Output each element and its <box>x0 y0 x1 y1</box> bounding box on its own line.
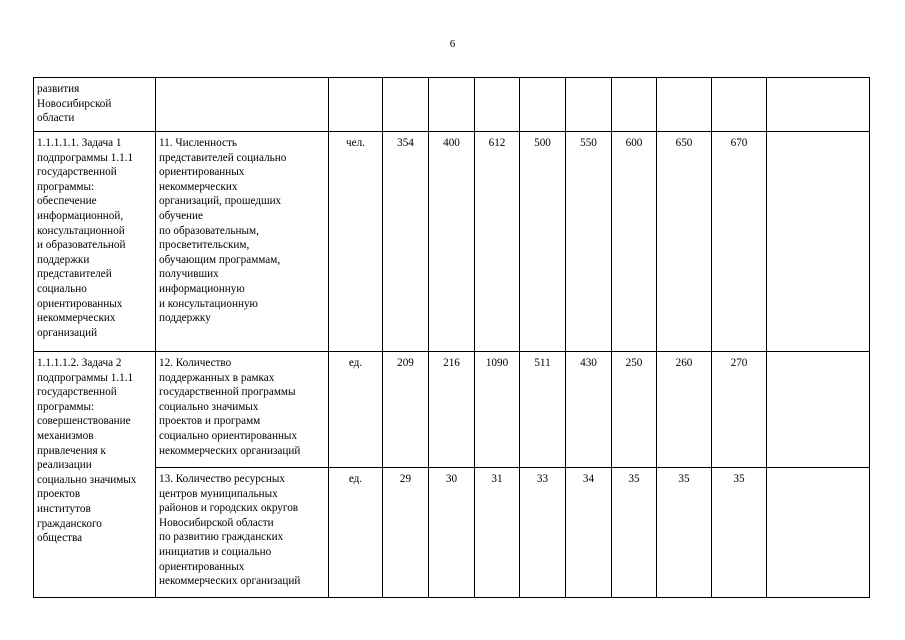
value-cell <box>475 78 520 132</box>
unit-cell <box>329 78 383 132</box>
value-cell <box>520 78 566 132</box>
value-cell: 550 <box>566 132 612 352</box>
value-cell: 650 <box>657 132 712 352</box>
indicator-cell <box>156 78 329 132</box>
value-cell <box>383 78 429 132</box>
goal-text: 1.1.1.1.2. Задача 2 подпрограммы 1.1.1 государственной программы: совершенствование механизмов привлечения к реализации социально значимых проектов институтов гражданского общества <box>37 357 137 545</box>
note-cell <box>767 468 870 598</box>
table-row <box>34 132 870 352</box>
value-cell: 34 <box>566 468 612 598</box>
page-number: 6 <box>449 38 456 50</box>
value-cell: 260 <box>657 352 712 468</box>
value-cell: 270 <box>712 352 767 468</box>
value-cell <box>566 78 612 132</box>
indicator-cell <box>156 352 329 468</box>
value-cell: 430 <box>566 352 612 468</box>
value-cell: 31 <box>475 468 520 598</box>
goal-text: развития Новосибирской области <box>37 83 112 125</box>
value-cell: 500 <box>520 132 566 352</box>
indicator-text: 11. Численность представителей социально ориентированных некоммерческих организаций, прошедших обучение по образовательным, просветительским, обучающим программам, получивших информационную и консультационную поддержку <box>159 137 287 325</box>
note-cell <box>767 78 870 132</box>
value-cell: 400 <box>429 132 475 352</box>
value-cell: 250 <box>612 352 657 468</box>
note-cell <box>767 132 870 352</box>
value-cell: 354 <box>383 132 429 352</box>
unit-cell: ед. <box>329 352 383 468</box>
value-cell: 33 <box>520 468 566 598</box>
value-cell: 30 <box>429 468 475 598</box>
goal-cell <box>34 352 156 598</box>
value-cell: 600 <box>612 132 657 352</box>
value-cell: 612 <box>475 132 520 352</box>
value-cell: 511 <box>520 352 566 468</box>
goal-text: 1.1.1.1.1. Задача 1 подпрограммы 1.1.1 государственной программы: обеспечение информационной, консультационной и образовательной поддержки представителей социально ориентированных некоммерческих организаций <box>37 137 134 339</box>
note-cell <box>767 352 870 468</box>
value-cell: 35 <box>712 468 767 598</box>
table-row <box>34 468 870 598</box>
unit-cell: чел. <box>329 132 383 352</box>
goal-cell <box>34 78 156 132</box>
unit-cell: ед. <box>329 468 383 598</box>
goal-cell <box>34 132 156 352</box>
value-cell: 29 <box>383 468 429 598</box>
indicators-table <box>33 77 870 598</box>
value-cell <box>657 78 712 132</box>
value-cell: 670 <box>712 132 767 352</box>
value-cell <box>612 78 657 132</box>
table-row <box>34 352 870 468</box>
value-cell: 1090 <box>475 352 520 468</box>
value-cell: 35 <box>657 468 712 598</box>
indicator-cell <box>156 468 329 598</box>
indicator-text: 13. Количество ресурсных центров муниципальных районов и городских округов Новосибирской области по развитию гражданских инициатив и социально ориентированных некоммерческих организаций <box>159 473 301 588</box>
value-cell <box>429 78 475 132</box>
indicator-text: 12. Количество поддержанных в рамках государственной программы социально значимых проектов и программ социально ориентированных некоммерческих организаций <box>159 357 301 457</box>
value-cell: 209 <box>383 352 429 468</box>
value-cell: 216 <box>429 352 475 468</box>
value-cell <box>712 78 767 132</box>
value-cell: 35 <box>612 468 657 598</box>
indicator-cell <box>156 132 329 352</box>
table-row <box>34 78 870 132</box>
